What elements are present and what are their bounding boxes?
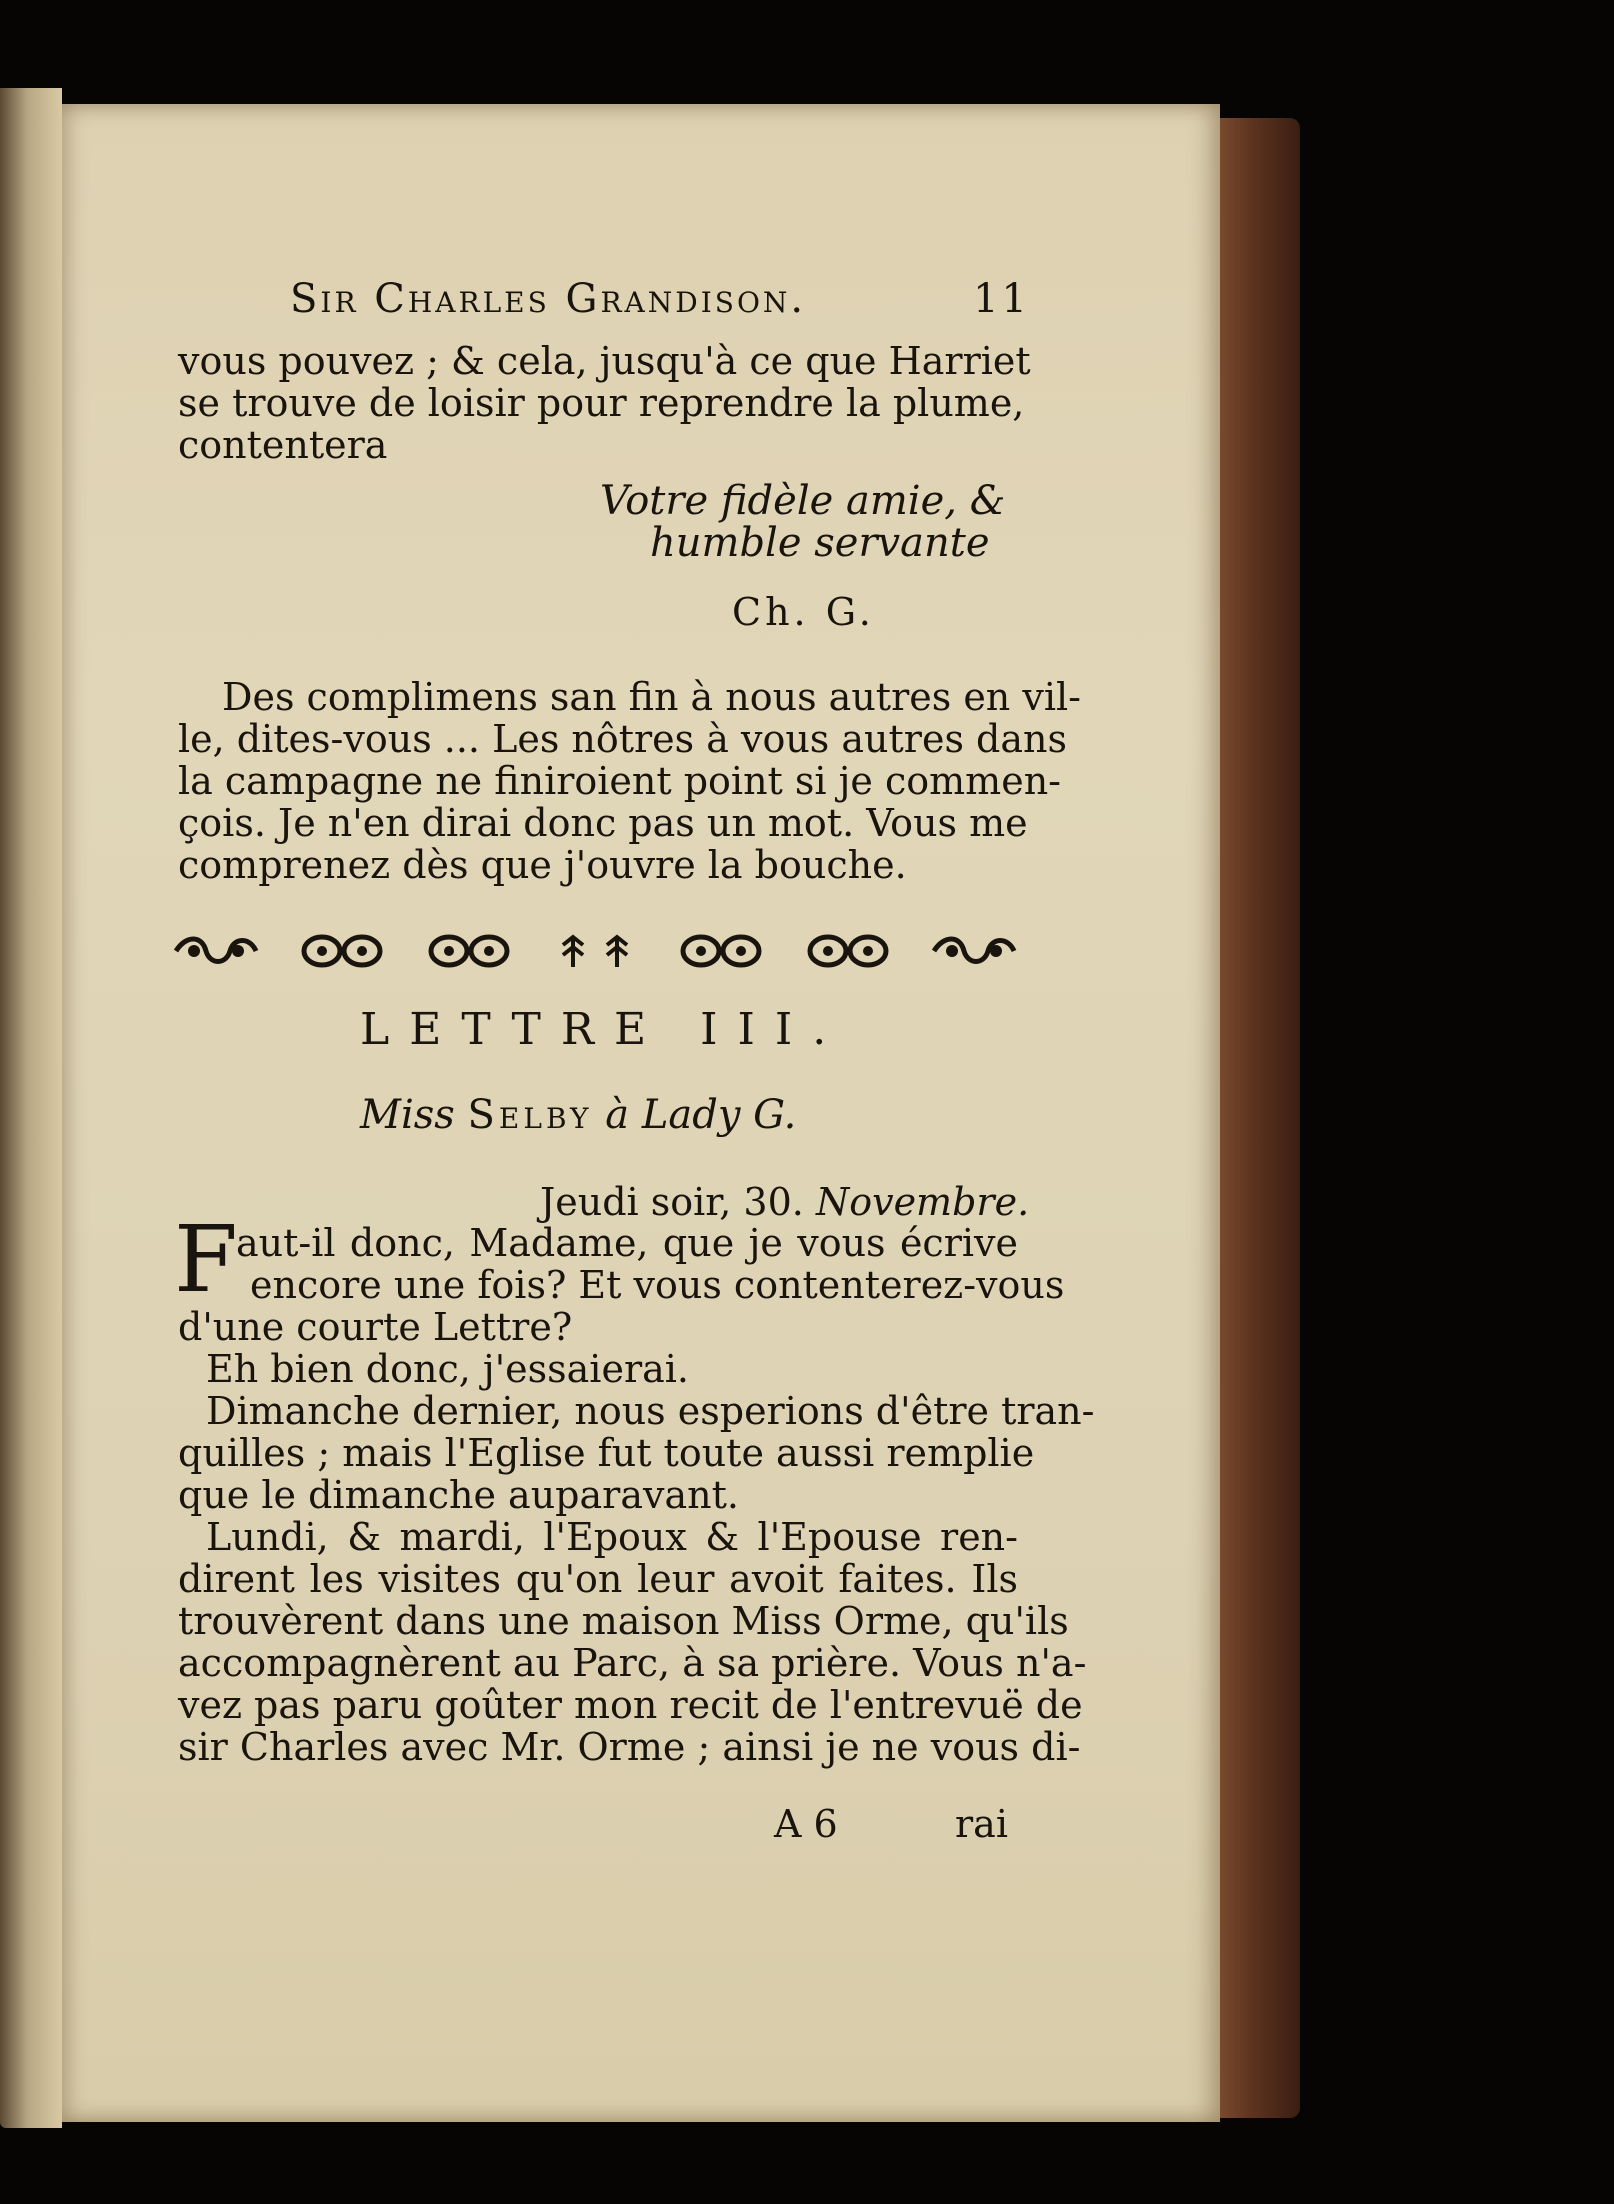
signature-mark: A 6 — [774, 1802, 838, 1846]
signature-initials: Ch. G. — [732, 590, 875, 634]
closing-signature — [600, 480, 1005, 564]
text-line: çois. Je n'en dirai donc pas un mot. Vous me — [178, 801, 1028, 845]
letter-dateline — [540, 1180, 1029, 1224]
text-line: dirent les visites qu'on leur avoit faites. Ils — [178, 1557, 1018, 1601]
text-line: Lundi, & mardi, l'Epoux & l'Epouse ren- — [206, 1515, 1018, 1559]
text-line: se trouve de loisir pour reprendre la plume, — [178, 381, 1025, 425]
postscript-paragraph — [178, 675, 1081, 887]
running-title: Sir Charles Grandison. — [290, 276, 807, 322]
signature-line-2: humble servante — [650, 520, 990, 566]
text-line: vez pas paru goûter mon recit de l'entrevuë de — [178, 1683, 1083, 1727]
facing-page-edge — [0, 88, 62, 2128]
catchword: rai — [955, 1802, 1008, 1846]
letter-heading: LETTRE III. — [360, 1004, 847, 1055]
text-line: comprenez dès que j'ouvre la bouche. — [178, 843, 907, 887]
letter-opening — [178, 1221, 1065, 1307]
page-number: 11 — [973, 276, 1030, 322]
text-line: Des complimens san fin à nous autres en vil- — [222, 675, 1081, 719]
running-header — [290, 276, 1030, 322]
ornament-scroll-icon — [804, 931, 892, 971]
text-line: Dimanche dernier, nous esperions d'être tran- — [206, 1389, 1095, 1433]
ornament-scroll-icon — [425, 931, 513, 971]
text-line: contentera — [178, 423, 388, 467]
text-line: que le dimanche auparavant. — [178, 1473, 739, 1517]
text-line: le, dites-vous ... Les nôtres à vous autres dans — [178, 717, 1067, 761]
signature-line-1: Votre fidèle amie, & — [600, 478, 1006, 524]
date-text: Jeudi soir, 30. — [540, 1180, 804, 1224]
text-line: encore une fois? Et vous contenterez-vous — [250, 1263, 1065, 1307]
ornament-fleuron-icon — [551, 931, 639, 971]
text-line: la campagne ne finiroient point si je commen- — [178, 759, 1062, 803]
ornament-scroll-icon — [677, 931, 765, 971]
book-cover-edge — [1218, 118, 1300, 2118]
text-line: accompagnèrent au Parc, à sa prière. Vous n'a- — [178, 1641, 1087, 1685]
text-line: d'une courte Lettre? — [178, 1305, 573, 1349]
ornament-scroll-icon — [930, 931, 1018, 971]
printer-ornament-band — [172, 926, 1018, 976]
text-line: sir Charles avec Mr. Orme ; ainsi je ne vous di- — [178, 1725, 1081, 1769]
text-line: vous pouvez ; & cela, jusqu'à ce que Harriet — [178, 339, 1031, 383]
letter-salutation — [360, 1092, 796, 1138]
salutation-from-title: Miss — [360, 1092, 455, 1138]
letter-body — [178, 1305, 1095, 1769]
drop-cap: F — [174, 1206, 238, 1313]
text-line: Eh bien donc, j'essaierai. — [206, 1347, 689, 1391]
salutation-name: Selby — [467, 1092, 593, 1138]
text-line: aut-il donc, Madame, que je vous écrive — [236, 1221, 1018, 1265]
ornament-scroll-icon — [298, 931, 386, 971]
salutation-recipient: à Lady G. — [605, 1092, 797, 1138]
intro-paragraph — [178, 339, 1031, 467]
text-line: trouvèrent dans une maison Miss Orme, qu'ils — [178, 1599, 1069, 1643]
ornament-scroll-icon — [172, 931, 260, 971]
date-month: Novembre. — [815, 1180, 1030, 1224]
text-line: quilles ; mais l'Eglise fut toute aussi remplie — [178, 1431, 1035, 1475]
